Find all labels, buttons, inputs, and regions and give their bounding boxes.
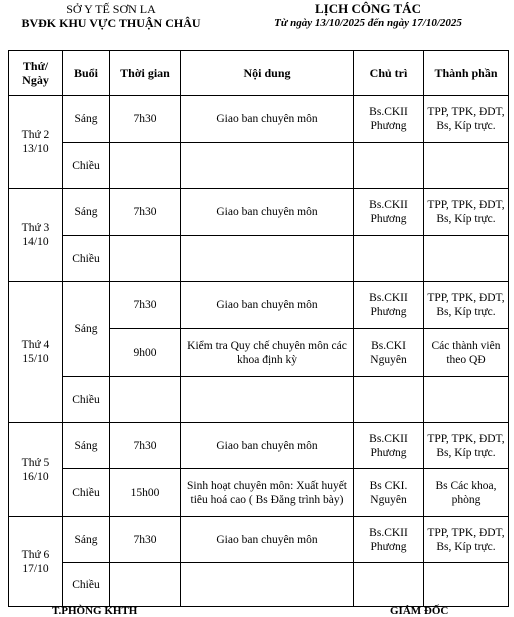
content-cell — [181, 563, 354, 607]
content-cell: Giao ban chuyên môn — [181, 517, 354, 563]
time-cell: 7h30 — [110, 282, 181, 329]
org-parent-name: SỞ Y TẾ SƠN LA — [66, 2, 156, 16]
session-cell: Chiều — [63, 236, 110, 282]
table-header-row — [9, 51, 509, 96]
table-row — [9, 423, 509, 469]
col-header-time: Thời gian — [110, 51, 181, 96]
time-cell — [110, 563, 181, 607]
members-cell: Bs Các khoa, phòng — [424, 469, 509, 517]
content-cell — [181, 236, 354, 282]
col-header-content: Nội dung — [181, 51, 354, 96]
chair-cell: Bs.CKII Phương — [354, 517, 424, 563]
document-header — [222, 2, 514, 30]
table-row — [9, 236, 509, 282]
chair-cell: Bs.CKII Phương — [354, 282, 424, 329]
content-cell: Kiểm tra Quy chế chuyên môn các khoa định kỳ — [181, 329, 354, 377]
table-row — [9, 282, 509, 329]
chair-cell — [354, 143, 424, 189]
day-cell: Thứ 3 14/10 — [9, 189, 63, 282]
content-cell — [181, 143, 354, 189]
footer-signature-right: GIÁM ĐỐC — [390, 605, 449, 617]
content-cell: Giao ban chuyên môn — [181, 423, 354, 469]
session-cell: Chiều — [63, 377, 110, 423]
table-row — [9, 96, 509, 143]
chair-cell: Bs CKI. Nguyên — [354, 469, 424, 517]
date-range: Từ ngày 13/10/2025 đến ngày 17/10/2025 — [274, 17, 462, 29]
members-cell: TPP, TPK, ĐDT, Bs, Kíp trực. — [424, 96, 509, 143]
session-cell: Chiều — [63, 143, 110, 189]
content-cell: Giao ban chuyên môn — [181, 189, 354, 236]
members-cell: TPP, TPK, ĐDT, Bs, Kíp trực. — [424, 189, 509, 236]
day-cell: Thứ 5 16/10 — [9, 423, 63, 517]
time-cell: 15h00 — [110, 469, 181, 517]
members-cell — [424, 236, 509, 282]
chair-cell: Bs.CKI Nguyên — [354, 329, 424, 377]
table-row — [9, 563, 509, 607]
org-name: BVĐK KHU VỰC THUẬN CHÂU — [21, 16, 201, 30]
members-cell — [424, 377, 509, 423]
members-cell: TPP, TPK, ĐDT, Bs, Kíp trực. — [424, 423, 509, 469]
time-cell: 7h30 — [110, 96, 181, 143]
table-row — [9, 469, 509, 517]
session-cell: Sáng — [63, 189, 110, 236]
chair-cell: Bs.CKII Phương — [354, 189, 424, 236]
chair-cell — [354, 236, 424, 282]
col-header-day: Thứ/ Ngày — [9, 51, 63, 96]
time-cell — [110, 143, 181, 189]
session-cell: Sáng — [63, 423, 110, 469]
schedule-table — [8, 50, 509, 607]
day-cell: Thứ 4 15/10 — [9, 282, 63, 423]
chair-cell: Bs.CKII Phương — [354, 96, 424, 143]
session-cell: Sáng — [63, 96, 110, 143]
footer-signature-left: T.PHÒNG KHTH — [52, 605, 138, 617]
table-row — [9, 377, 509, 423]
session-cell: Sáng — [63, 282, 110, 377]
col-header-members: Thành phần — [424, 51, 509, 96]
content-cell — [181, 377, 354, 423]
session-cell: Sáng — [63, 517, 110, 563]
time-cell — [110, 377, 181, 423]
time-cell: 7h30 — [110, 189, 181, 236]
chair-cell — [354, 563, 424, 607]
members-cell: Các thành viên theo QĐ — [424, 329, 509, 377]
time-cell — [110, 236, 181, 282]
col-header-chair: Chủ trì — [354, 51, 424, 96]
col-header-session: Buổi — [63, 51, 110, 96]
session-cell: Chiều — [63, 563, 110, 607]
org-header — [0, 2, 222, 30]
chair-cell: Bs.CKII Phương — [354, 423, 424, 469]
document-title: LỊCH CÔNG TÁC — [315, 1, 421, 16]
session-cell: Chiều — [63, 469, 110, 517]
day-cell: Thứ 2 13/10 — [9, 96, 63, 189]
content-cell: Giao ban chuyên môn — [181, 96, 354, 143]
table-row — [9, 143, 509, 189]
members-cell — [424, 143, 509, 189]
content-cell: Giao ban chuyên môn — [181, 282, 354, 329]
members-cell: TPP, TPK, ĐDT, Bs, Kíp trực. — [424, 517, 509, 563]
table-row — [9, 517, 509, 563]
time-cell: 9h00 — [110, 329, 181, 377]
table-row — [9, 189, 509, 236]
day-cell: Thứ 6 17/10 — [9, 517, 63, 607]
members-cell — [424, 563, 509, 607]
chair-cell — [354, 377, 424, 423]
members-cell: TPP, TPK, ĐDT, Bs, Kíp trực. — [424, 282, 509, 329]
time-cell: 7h30 — [110, 423, 181, 469]
content-cell: Sinh hoạt chuyên môn: Xuất huyết tiêu hoá cao ( Bs Đăng trình bày) — [181, 469, 354, 517]
time-cell: 7h30 — [110, 517, 181, 563]
